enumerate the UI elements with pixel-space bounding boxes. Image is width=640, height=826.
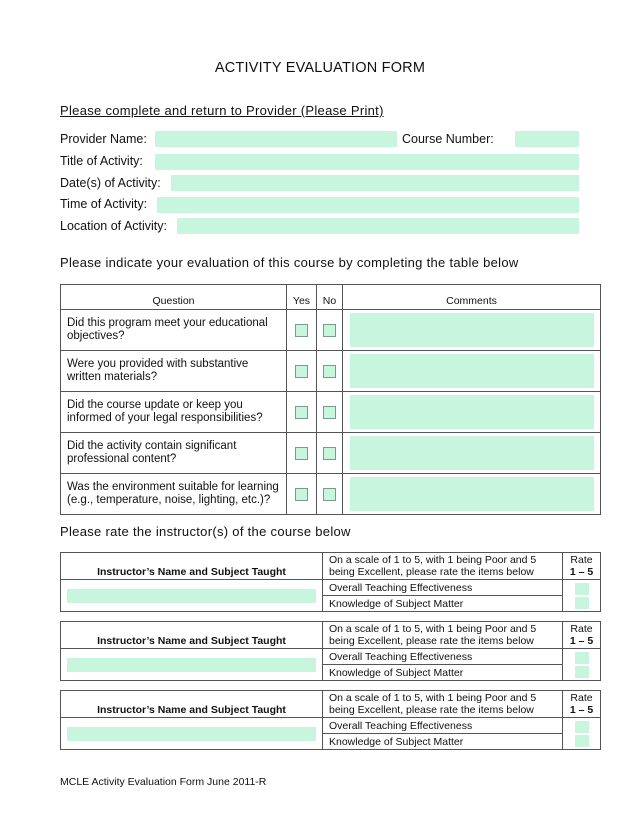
knowledge-of-subject-label: Knowledge of Subject Matter [323,734,563,750]
evaluation-header-row [61,285,601,310]
dates-of-activity-field[interactable] [171,175,579,191]
instructor-name-field[interactable] [67,589,316,603]
comments-field[interactable] [350,436,594,470]
instructor-table [60,621,601,681]
comments-field[interactable] [350,313,594,347]
no-checkbox[interactable] [323,488,336,501]
evaluation-table [60,284,601,515]
no-checkbox[interactable] [323,447,336,460]
question-cell: Did the course update or keep you informed of your legal responsibilities? [61,392,287,433]
question-cell: Did this program meet your educational objectives? [61,310,287,351]
rating-scale-text: On a scale of 1 to 5, with 1 being Poor and 5 being Excellent, please rate the items below [323,622,563,649]
comments-field[interactable] [350,477,594,511]
table-row [61,474,601,515]
teaching-effectiveness-label: Overall Teaching Effectiveness [323,580,563,596]
provider-name-label: Provider Name: [60,132,147,146]
provider-name-field[interactable] [155,131,397,147]
form-title: ACTIVITY EVALUATION FORM [214,60,426,76]
instructor-heading: Please rate the instructor(s) of the course below [60,524,351,539]
knowledge-of-subject-label: Knowledge of Subject Matter [323,596,563,612]
instructions-heading: Please complete and return to Provider (Please Print) [60,103,384,118]
location-of-activity-label: Location of Activity: [60,219,168,233]
no-checkbox[interactable] [323,406,336,419]
table-row [61,351,601,392]
no-checkbox[interactable] [323,324,336,337]
question-cell: Were you provided with substantive written materials? [61,351,287,392]
teaching-effectiveness-label: Overall Teaching Effectiveness [323,649,563,665]
location-of-activity-field[interactable] [177,218,579,234]
knowledge-rating-field[interactable] [575,597,589,609]
rating-scale-text: On a scale of 1 to 5, with 1 being Poor and 5 being Excellent, please rate the items below [323,553,563,580]
rate-header: Rate 1 – 5 [563,691,601,718]
table-row [61,433,601,474]
question-cell: Was the environment suitable for learning (e.g., temperature, noise, lighting, etc.)? [61,474,287,515]
teaching-effectiveness-rating-field[interactable] [575,583,589,595]
table-row [61,310,601,351]
no-checkbox[interactable] [323,365,336,378]
time-of-activity-field[interactable] [157,197,579,213]
yes-header: Yes [287,285,317,310]
rate-header: Rate 1 – 5 [563,553,601,580]
question-header: Question [61,285,287,310]
instructor-name-field[interactable] [67,658,316,672]
comments-field[interactable] [350,395,594,429]
instructor-name-header: Instructor’s Name and Subject Taught [61,622,323,649]
instructor-table [60,552,601,612]
yes-checkbox[interactable] [295,365,308,378]
teaching-effectiveness-rating-field[interactable] [575,652,589,664]
course-number-label: Course Number: [402,132,494,146]
comments-header: Comments [343,285,601,310]
knowledge-rating-field[interactable] [575,735,589,747]
yes-checkbox[interactable] [295,324,308,337]
title-of-activity-field[interactable] [155,154,579,170]
no-header: No [317,285,343,310]
instructor-name-header: Instructor’s Name and Subject Taught [61,553,323,580]
table-row [61,392,601,433]
course-number-field[interactable] [515,131,579,147]
teaching-effectiveness-rating-field[interactable] [575,721,589,733]
evaluation-heading: Please indicate your evaluation of this course by completing the table below [60,255,519,270]
yes-checkbox[interactable] [295,406,308,419]
comments-field[interactable] [350,354,594,388]
rating-scale-text: On a scale of 1 to 5, with 1 being Poor and 5 being Excellent, please rate the items below [323,691,563,718]
dates-of-activity-label: Date(s) of Activity: [60,176,161,190]
rate-header: Rate 1 – 5 [563,622,601,649]
footer-text: MCLE Activity Evaluation Form June 2011-R [60,776,267,788]
teaching-effectiveness-label: Overall Teaching Effectiveness [323,718,563,734]
title-of-activity-label: Title of Activity: [60,154,143,168]
knowledge-of-subject-label: Knowledge of Subject Matter [323,665,563,681]
yes-checkbox[interactable] [295,488,308,501]
question-cell: Did the activity contain significant professional content? [61,433,287,474]
instructor-name-field[interactable] [67,727,316,741]
instructor-name-header: Instructor’s Name and Subject Taught [61,691,323,718]
yes-checkbox[interactable] [295,447,308,460]
time-of-activity-label: Time of Activity: [60,197,148,211]
knowledge-rating-field[interactable] [575,666,589,678]
instructor-table [60,690,601,750]
